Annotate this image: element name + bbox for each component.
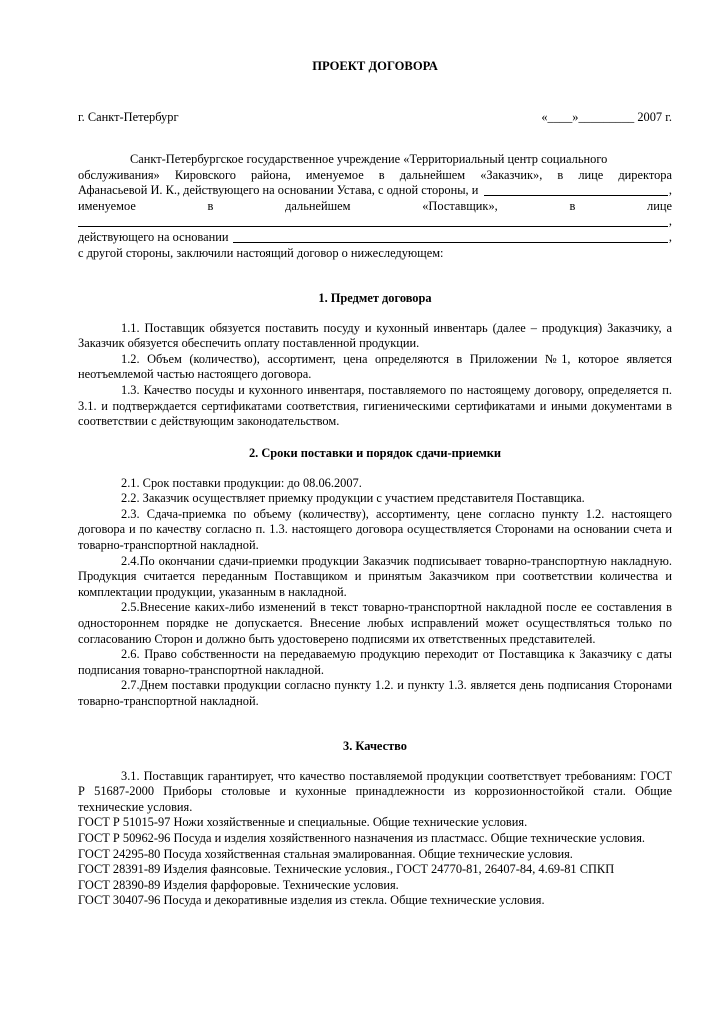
gost-item: ГОСТ Р 50962-96 Посуда и изделия хозяйственного назначения из пластмасс. Общие технические условия.: [78, 830, 645, 845]
gost-item: ГОСТ 28390-89 Изделия фарфоровые. Технические условия.: [78, 877, 399, 892]
preamble-line-7: с другой стороны, заключили настоящий договор о нижеследующем:: [78, 245, 444, 260]
preamble-line-2: обслуживания» Кировского района, именуемое в дальнейшем «Заказчик», в лице директора: [78, 167, 672, 182]
preamble-line-1: Санкт-Петербургское государственное учреждение «Территориальный центр социального: [130, 152, 608, 166]
gost-item: ГОСТ 30407-96 Посуда и декоративные изделия из стекла. Общие технические условия.: [78, 893, 545, 908]
basis-document-blank[interactable]: [233, 242, 667, 243]
clause-1-1: 1.1. Поставщик обязуется поставить посуду и кухонный инвентарь (далее – продукция) Заказчику, а Заказчик обязуется обеспечить оплату поставленной продукции.: [78, 320, 672, 351]
clause-2-2: 2.2. Заказчик осуществляет приемку продукции с участием представителя Поставщика.: [121, 491, 585, 506]
clause-1-2: 1.2. Объем (количество), ассортимент, цена определяются в Приложении №1, которое является неотъемлемой частью настоящего договора.: [78, 351, 672, 382]
gost-item: ГОСТ 28391-89 Изделия фаянсовые. Технические условия., ГОСТ 24770-81, 26407-84, 4.69-81 СПКП: [78, 862, 615, 877]
clause-1-3: 1.3. Качество посуды и кухонного инвентаря, поставляемого по настоящему договору, определяется п. 3.1. и подтверждается сертификатами соответствия, гигиеническими сертификатами и иными документами в соответствии с действующим законодательством.: [78, 382, 672, 429]
city: г. Санкт-Петербург: [78, 110, 179, 124]
document-title: ПРОЕКТ ДОГОВОРА: [312, 59, 438, 73]
preamble-line-3: Афанасьевой И. К., действующего на основании Устава, с одной стороны, и ,: [78, 183, 672, 198]
section-1-heading: 1. Предмет договора: [318, 291, 432, 305]
clause-2-6: 2.6. Право собственности на передаваемую продукцию переходит от Поставщика к Заказчику с даты подписания товарно-транспортной накладной.: [78, 647, 672, 677]
gost-item: ГОСТ Р 51015-97 Ножи хозяйственные и специальные. Общие технические условия.: [78, 815, 528, 830]
preamble-line-6: действующего на основании ,: [78, 229, 672, 244]
clause-2-7: 2.7.Днем поставки продукции согласно пункту 1.2. и пункту 1.3. является день подписания Сторонами товарно-транспортной накладной.: [78, 678, 672, 708]
section-3-heading: 3. Качество: [343, 739, 407, 753]
preamble: [78, 152, 672, 261]
gost-item: ГОСТ 24295-80 Посуда хозяйственная стальная эмалированная. Общие технические условия.: [78, 846, 573, 861]
city-date-line: [78, 110, 672, 126]
clause-2-1: 2.1. Срок поставки продукции: до 08.06.2007.: [121, 475, 362, 490]
preamble-line-5: ,: [78, 214, 672, 230]
clause-2-4: 2.4.По окончании сдачи-приемки продукции Заказчик подписывает товарно-транспортную накладную. Продукция считается переданным Поставщиком и принятым Заказчиком при соответствии количества и комплектации продукции, указанным в накладной.: [78, 553, 672, 599]
contract-date: «____»_________ 2007 г.: [541, 110, 672, 124]
preamble-line-4: именуемое в дальнейшем «Поставщик», в лице: [78, 198, 672, 213]
clause-3-1: 3.1. Поставщик гарантирует, что качество поставляемой продукции соответствует требованиям: ГОСТ Р 51687-2000 Приборы столовые и кухонные принадлежности из коррозионностойкой стали. Общие технические условия.: [78, 768, 672, 814]
section-2-heading: 2. Сроки поставки и порядок сдачи-приемки: [248, 446, 502, 460]
clause-2-5: 2.5.Внесение каких-либо изменений в текст товарно-транспортной накладной после ее составления в одностороннем порядке не допускается. Внесение любых исправлений может осуществляться только по согласованию Сторон и должно быть удостоверено подписями их ответственных представителей.: [78, 600, 672, 646]
clause-2-3: 2.3. Сдача-приемка по объему (количеству), ассортименту, цене согласно пункту 1.2. настоящего договора и по качеству согласно п. 1.3. настоящего договора осуществляется Сторонами на основании счета и товарно-транспортной накладной.: [78, 506, 672, 552]
section-1: [78, 291, 672, 430]
supplier-name-blank[interactable]: [484, 195, 668, 196]
section-2: [78, 446, 672, 710]
section-3: [78, 739, 672, 909]
representative-blank[interactable]: [78, 226, 668, 227]
